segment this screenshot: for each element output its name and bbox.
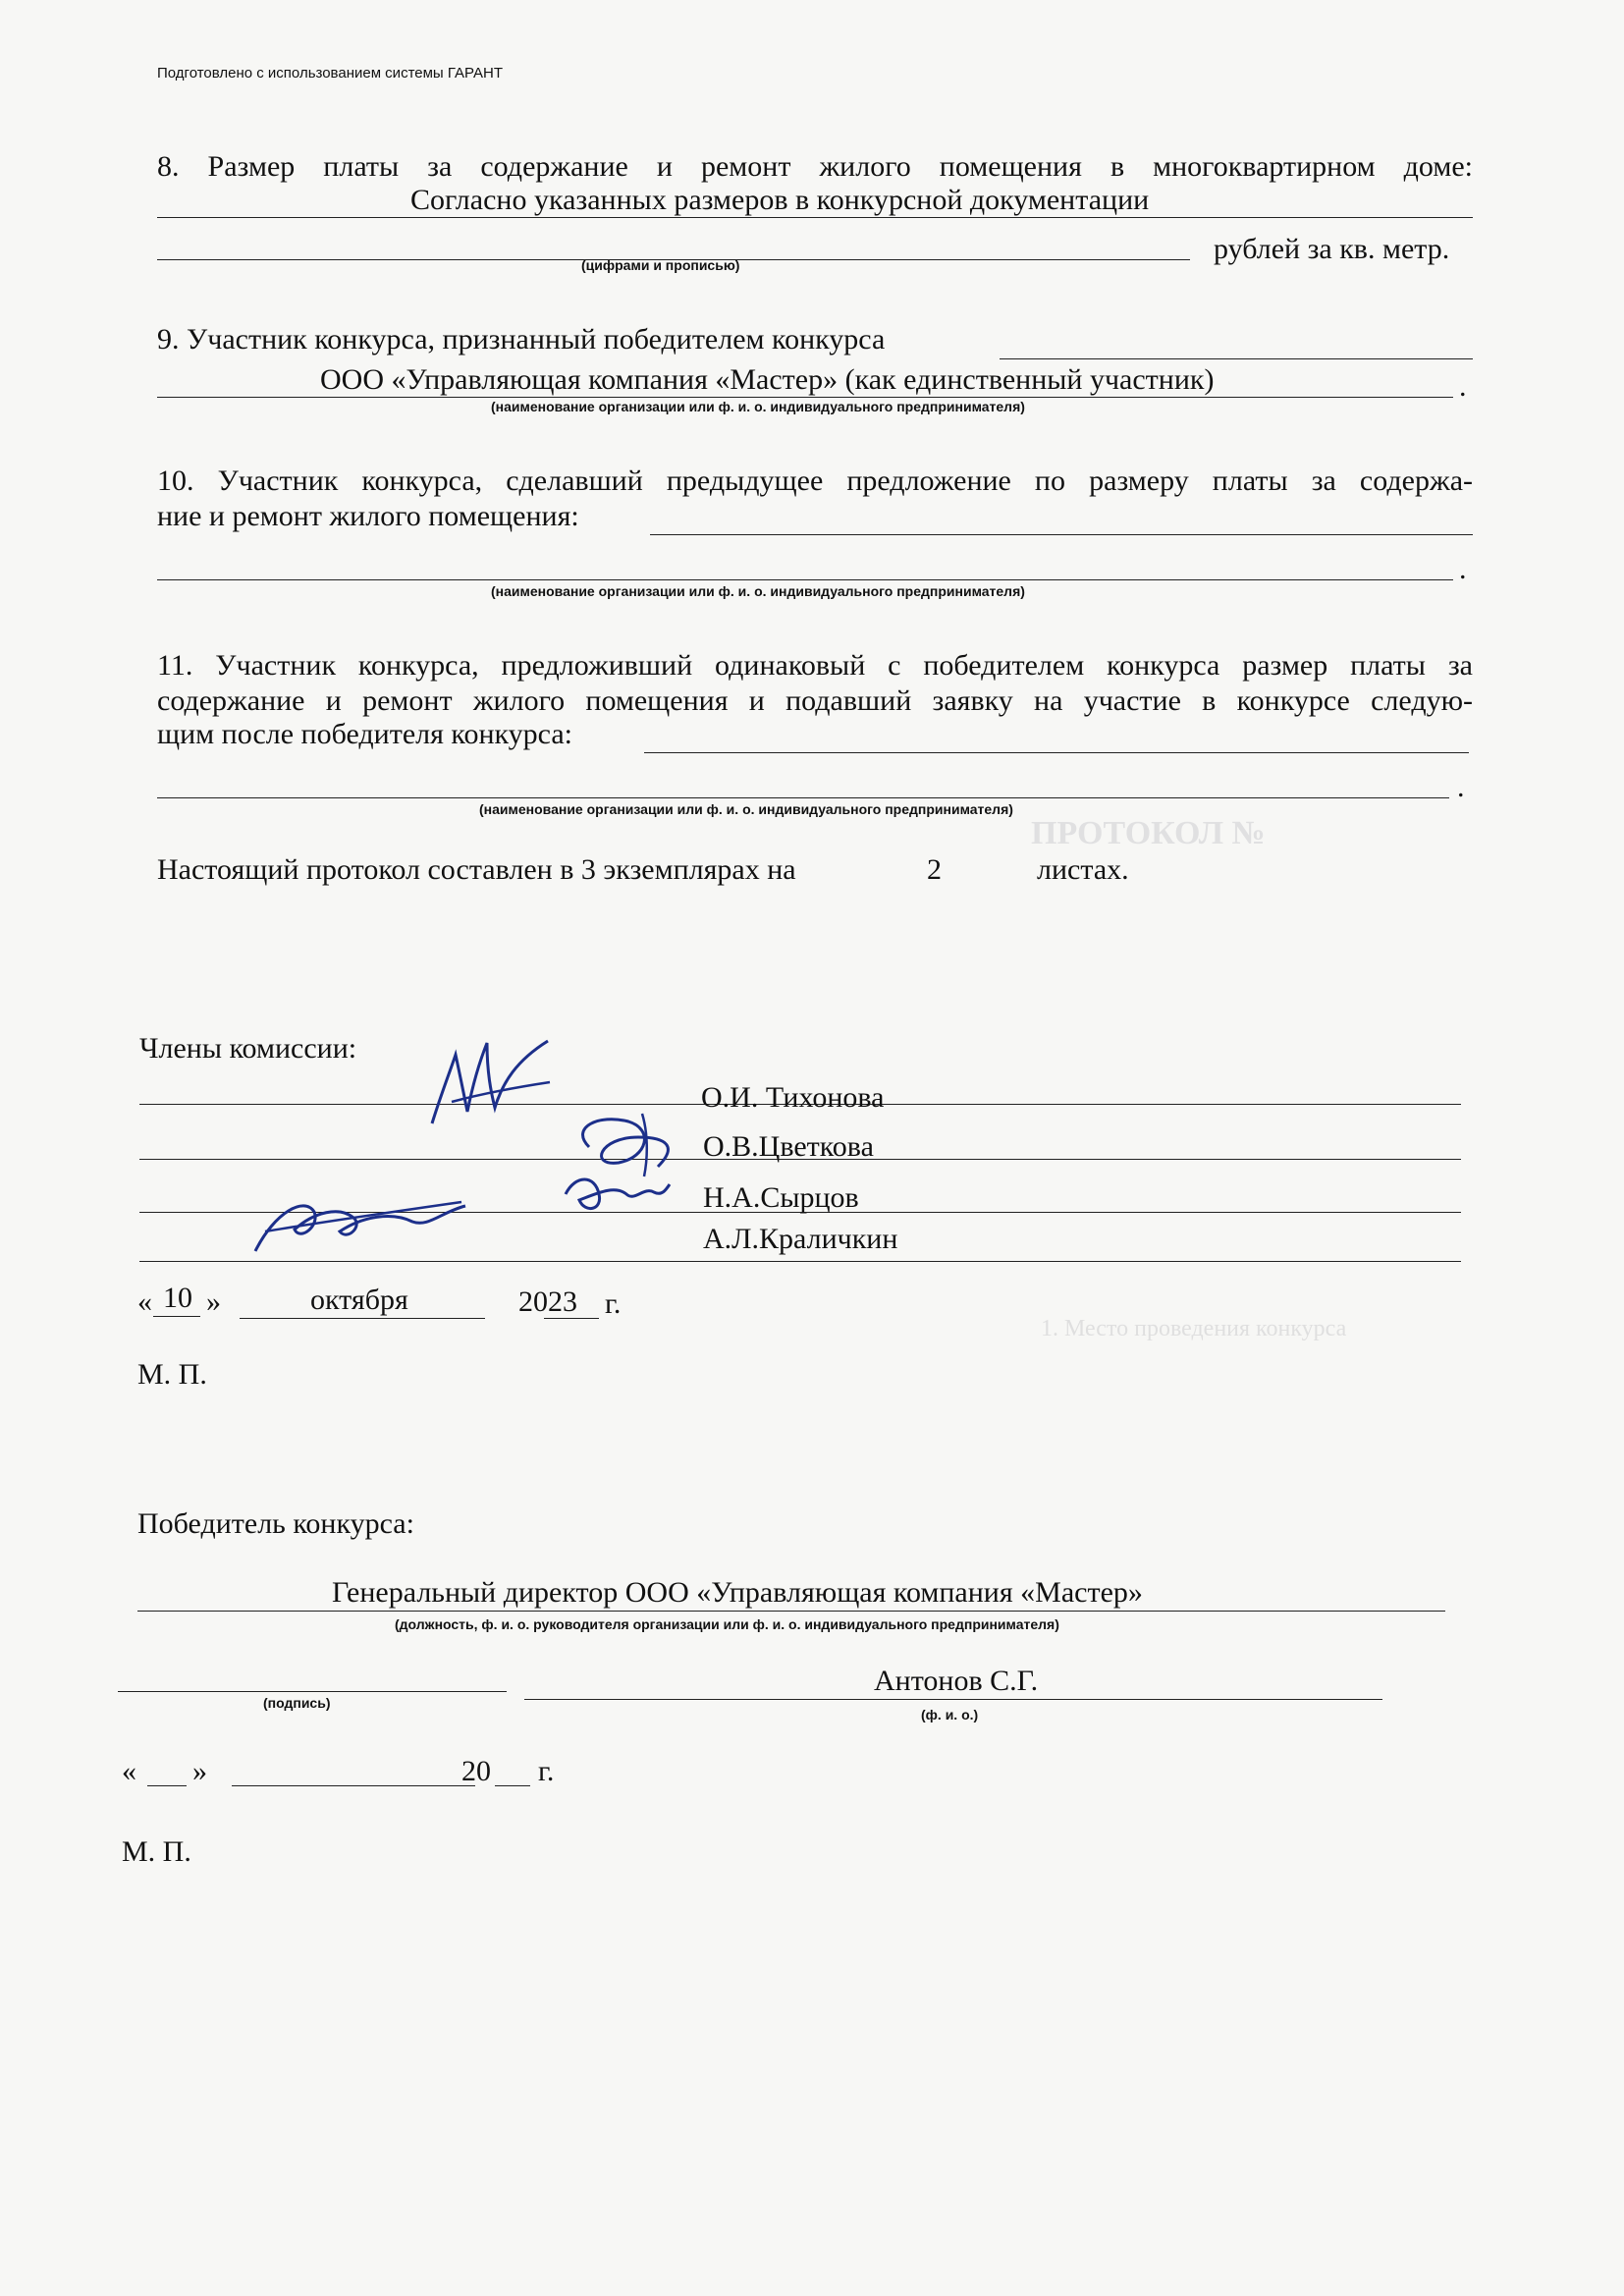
date2-year-line bbox=[495, 1785, 530, 1786]
winner-value: Генеральный директор ООО «Управляющая компания «Мастер» bbox=[332, 1576, 1143, 1609]
date1-year: 2023 bbox=[518, 1285, 577, 1318]
item10-line-1 bbox=[650, 534, 1473, 535]
winner-name-caption: (ф. и. о.) bbox=[921, 1707, 979, 1722]
copies-count: 2 bbox=[927, 853, 942, 886]
copies-text: Настоящий протокол составлен в 3 экземплярах на bbox=[157, 853, 796, 886]
signature-4 bbox=[245, 1182, 471, 1261]
date2-year: 20 bbox=[461, 1755, 491, 1787]
winner-sign-line bbox=[118, 1691, 507, 1692]
stamp1: М. П. bbox=[137, 1358, 207, 1391]
item9-end: . bbox=[1459, 370, 1467, 403]
item10-line2: ние и ремонт жилого помещения: bbox=[157, 500, 579, 532]
item8-value-line bbox=[157, 217, 1473, 218]
item11-line3: щим после победителя конкурса: bbox=[157, 718, 572, 750]
item8-text: 8. Размер платы за содержание и ремонт жилого помещения в многоквартирном доме: bbox=[157, 150, 1473, 183]
winner-value-line bbox=[137, 1611, 1445, 1612]
date1-open: « bbox=[137, 1285, 152, 1318]
header-note: Подготовлено с использованием системы ГАРАНТ bbox=[157, 65, 503, 82]
item11-end: . bbox=[1457, 771, 1465, 803]
date2-close: » bbox=[192, 1755, 207, 1787]
date1-month-line bbox=[240, 1318, 485, 1319]
commission-label: Члены комиссии: bbox=[139, 1032, 357, 1065]
date2-open: « bbox=[122, 1755, 136, 1787]
item10-caption: (наименование организации или ф. и. о. индивидуального предпринимателя) bbox=[491, 583, 1025, 599]
item9-value-line bbox=[157, 397, 1453, 398]
bleed-through-title: ПРОТОКОЛ № bbox=[1031, 815, 1266, 851]
bleed-through-text: 1. Место проведения конкурса bbox=[1041, 1316, 1347, 1341]
date1-month: октября bbox=[310, 1284, 408, 1316]
item10-end: . bbox=[1459, 553, 1467, 585]
item11-line1: 11. Участник конкурса, предложивший одинаковый с победителем конкурса размер платы за bbox=[157, 649, 1473, 682]
signature-3 bbox=[556, 1165, 674, 1224]
date2-suffix: г. bbox=[538, 1755, 555, 1787]
commission-member-4: А.Л.Краличкин bbox=[703, 1223, 898, 1255]
winner-name: Антонов С.Г. bbox=[874, 1665, 1039, 1697]
winner-caption: (должность, ф. и. о. руководителя организации или ф. и. о. индивидуального предпринимателя) bbox=[395, 1616, 1059, 1632]
winner-label: Победитель конкурса: bbox=[137, 1507, 414, 1540]
item11-line2: содержание и ремонт жилого помещения и подавший заявку на участие в конкурсе следую- bbox=[157, 684, 1473, 717]
winner-sign-caption: (подпись) bbox=[263, 1695, 331, 1711]
commission-member-1: О.И. Тихонова bbox=[701, 1081, 885, 1114]
signature-1 bbox=[422, 1033, 560, 1131]
item11-line-2 bbox=[157, 797, 1449, 798]
stamp2: М. П. bbox=[122, 1835, 191, 1868]
commission-line-4 bbox=[139, 1261, 1461, 1262]
date1-day-line bbox=[153, 1316, 200, 1317]
date1-day: 10 bbox=[163, 1282, 192, 1314]
date1-close: » bbox=[206, 1285, 221, 1318]
item11-caption: (наименование организации или ф. и. о. индивидуального предпринимателя) bbox=[479, 801, 1013, 817]
item9-caption: (наименование организации или ф. и. о. индивидуального предпринимателя) bbox=[491, 399, 1025, 414]
date1-year-line bbox=[544, 1318, 599, 1319]
commission-member-2: О.В.Цветкова bbox=[703, 1130, 874, 1163]
commission-member-3: Н.А.Сырцов bbox=[703, 1181, 859, 1214]
winner-name-line bbox=[524, 1699, 1382, 1700]
item8-unit: рублей за кв. метр. bbox=[1214, 233, 1450, 265]
item8-value: Согласно указанных размеров в конкурсной документации bbox=[410, 184, 1150, 216]
item8-caption: (цифрами и прописью) bbox=[581, 257, 740, 273]
item10-line-2 bbox=[157, 579, 1453, 580]
date2-month-line bbox=[232, 1785, 475, 1786]
item10-line1: 10. Участник конкурса, сделавший предыдущее предложение по размеру платы за содержа- bbox=[157, 465, 1473, 497]
item9-value: ООО «Управляющая компания «Мастер» (как единственный участник) bbox=[320, 363, 1215, 396]
item9-text: 9. Участник конкурса, признанный победителем конкурса bbox=[157, 323, 886, 355]
item11-line-1 bbox=[644, 752, 1469, 753]
date1-suffix: г. bbox=[605, 1287, 622, 1320]
item9-line-1 bbox=[1000, 358, 1473, 359]
copies-suffix: листах. bbox=[1037, 853, 1129, 886]
date2-day-line bbox=[147, 1785, 187, 1786]
